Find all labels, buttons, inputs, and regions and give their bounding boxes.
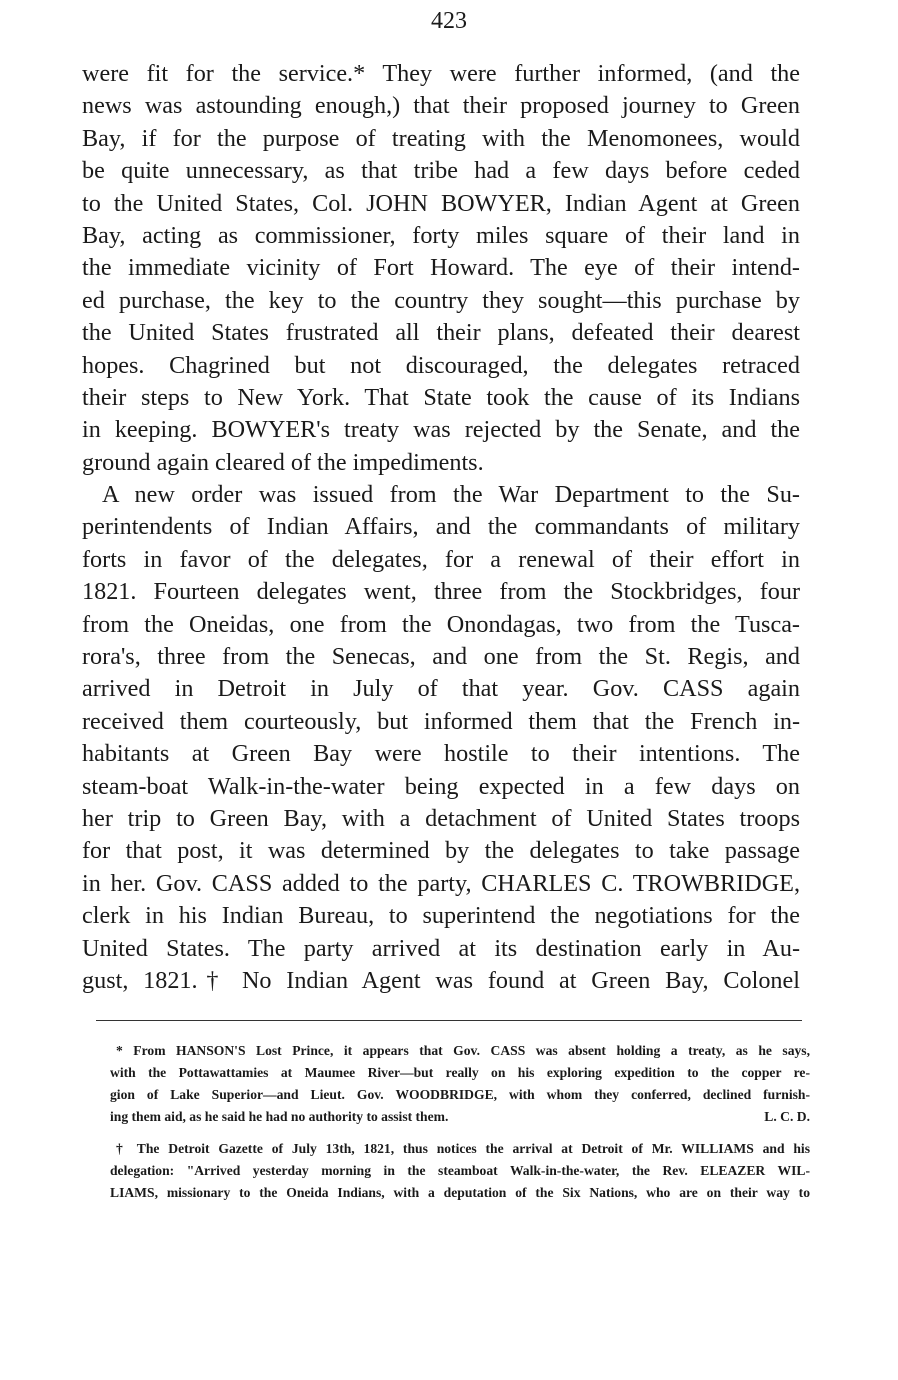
body-line: perintendents of Indian Affairs, and the commandants of military <box>82 513 800 541</box>
body-line: from the Oneidas, one from the Onondagas, two from the Tusca- <box>82 610 800 638</box>
body-line: for that post, it was determined by the delegates to take passage <box>82 837 800 865</box>
body-line: steam-boat Walk-in-the-water being expected in a few days on <box>82 772 800 800</box>
body-line: ed purchase, the key to the country they sought—this purchase by <box>82 286 800 314</box>
footnote-line: with the Pottawattamies at Maumee River—but really on his exploring expedition to the copper re- <box>110 1065 810 1080</box>
footnote-line: † The Detroit Gazette of July 13th, 1821, thus notices the arrival at Detroit of Mr. WILLIAMS and his <box>116 1141 810 1156</box>
body-line: arrived in Detroit in July of that year. Gov. CASS again <box>82 675 800 703</box>
body-line: in keeping. BOWYER's treaty was rejected by the Senate, and the <box>82 416 800 444</box>
body-line: her trip to Green Bay, with a detachment of United States troops <box>82 804 800 832</box>
footnote-line-text: ing them aid, as he said he had no authority to assist them. <box>110 1109 449 1124</box>
body-line: were fit for the service.* They were further informed, (and the <box>82 60 800 87</box>
body-line: A new order was issued from the War Department to the Su- <box>102 481 800 509</box>
footnote-1 <box>110 1040 810 1128</box>
body-line: clerk in his Indian Bureau, to superintend the negotiations for the <box>82 902 800 930</box>
body-line: rora's, three from the Senecas, and one from the St. Regis, and <box>82 643 800 671</box>
body-line: forts in favor of the delegates, for a renewal of their effort in <box>82 545 800 573</box>
footnote-line: gion of Lake Superior—and Lieut. Gov. WOODBRIDGE, with whom they conferred, declined furnish- <box>110 1087 810 1102</box>
body-line: to the United States, Col. JOHN BOWYER, Indian Agent at Green <box>82 189 800 217</box>
body-line: Bay, if for the purpose of treating with the Menomonees, would <box>82 124 800 152</box>
body-line: the immediate vicinity of Fort Howard. The eye of their intend- <box>82 254 800 282</box>
footnote-signature: L. C. D. <box>764 1109 810 1124</box>
footnote-rule <box>96 1020 802 1021</box>
body-line: in her. Gov. CASS added to the party, CHARLES C. TROWBRIDGE, <box>82 869 800 897</box>
body-line: habitants at Green Bay were hostile to their intentions. The <box>82 740 800 768</box>
body-text <box>82 58 800 997</box>
page-number: 423 <box>431 8 467 34</box>
body-line: the United States frustrated all their plans, defeated their dearest <box>82 319 800 347</box>
body-line: received them courteously, but informed them that the French in- <box>82 707 800 735</box>
footnote-line: LIAMS, missionary to the Oneida Indians, with a deputation of the Six Nations, who are on their way to <box>110 1185 810 1200</box>
body-line: be quite unnecessary, as that tribe had a few days before ceded <box>82 157 800 185</box>
body-line: their steps to New York. That State took the cause of its Indians <box>82 383 800 411</box>
footnote-line <box>110 1106 810 1128</box>
body-line: news was astounding enough,) that their proposed journey to Green <box>82 92 800 120</box>
footnote-line: * From HANSON'S Lost Prince, it appears that Gov. CASS was absent holding a treaty, as he says, <box>116 1043 810 1058</box>
body-line: gust, 1821.† No Indian Agent was found at Green Bay, Colonel <box>82 966 800 994</box>
footnote-2 <box>110 1138 810 1204</box>
body-line: hopes. Chagrined but not discouraged, the delegates retraced <box>82 351 800 379</box>
body-line: Bay, acting as commissioner, forty miles square of their land in <box>82 221 800 249</box>
body-line: United States. The party arrived at its destination early in Au- <box>82 934 800 962</box>
body-line: 1821. Fourteen delegates went, three from the Stockbridges, four <box>82 578 800 606</box>
footnote-line: delegation: "Arrived yesterday morning in the steamboat Walk-in-the-water, the Rev. ELEAZER WIL- <box>110 1163 810 1178</box>
body-line: ground again cleared of the impediments. <box>82 448 484 476</box>
